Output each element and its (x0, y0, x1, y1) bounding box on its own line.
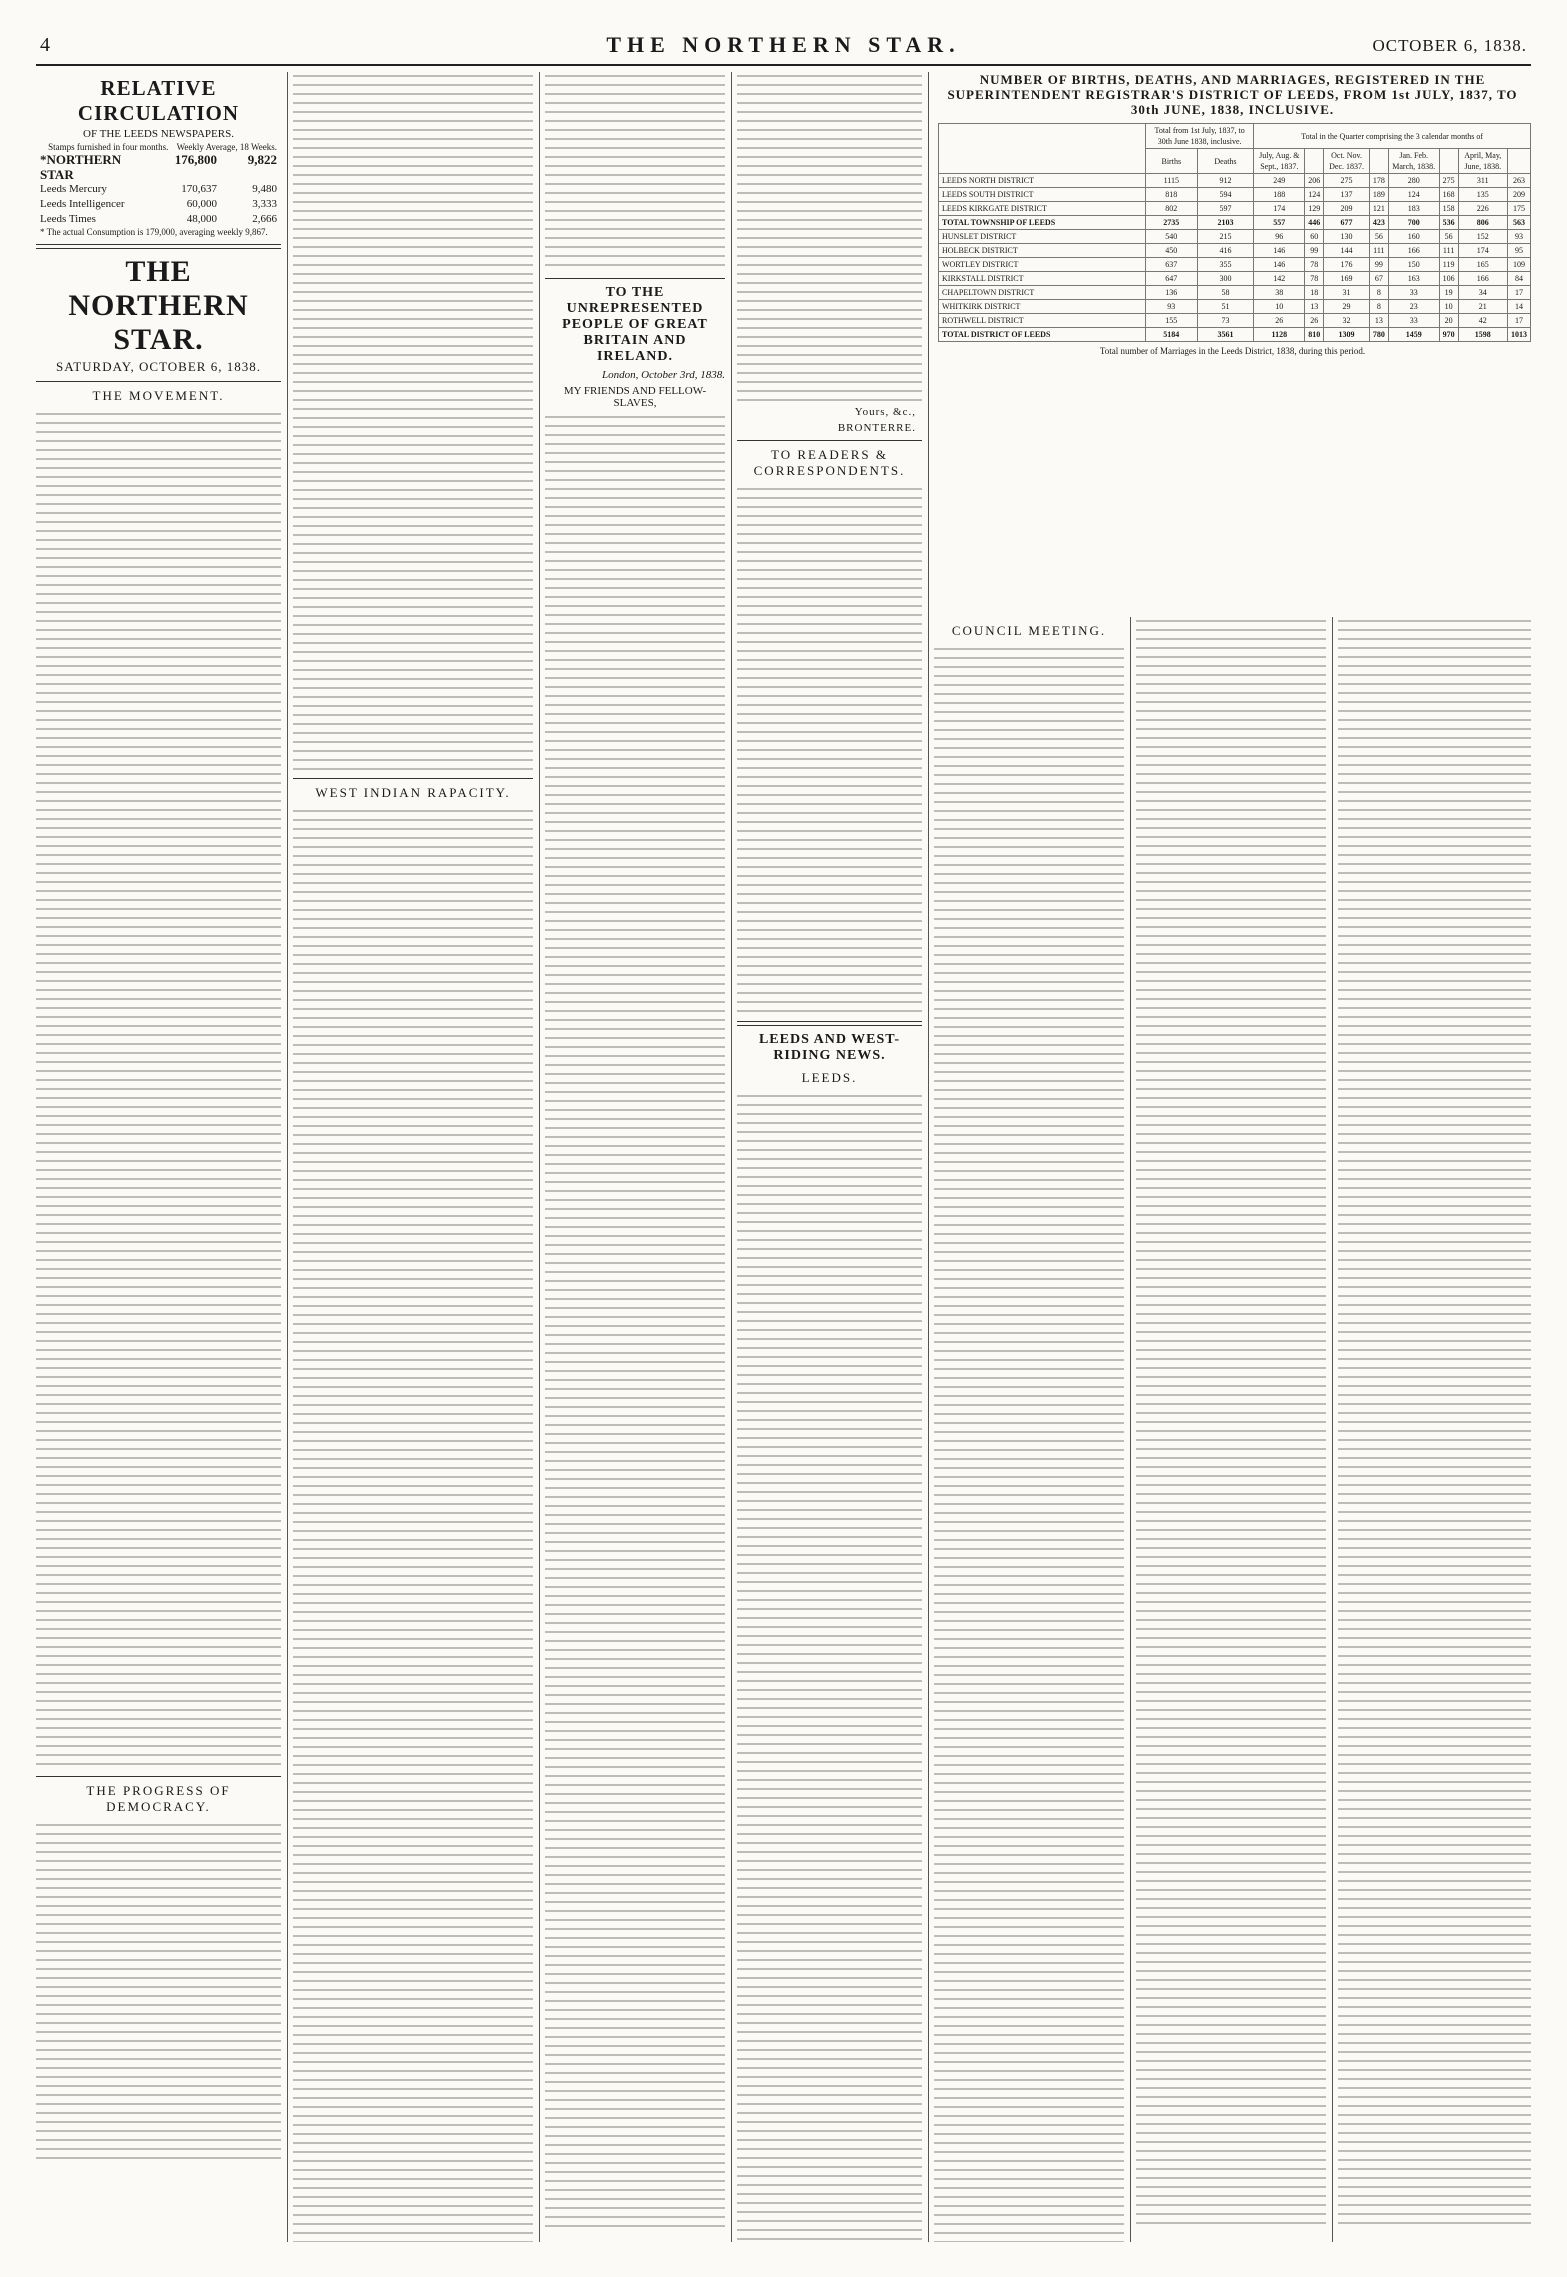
circulation-row: Leeds Intelligencer 60,000 3,333 (40, 198, 277, 210)
heading-council: COUNCIL MEETING. (951, 623, 1107, 638)
heading-leeds-news: LEEDS AND WEST-RIDING NEWS. (758, 1032, 901, 1063)
heading-unrepresented: TO THE UNREPRESENTED PEOPLE OF GREAT BRITAIN AND IRELAND. (562, 285, 708, 364)
bdm-row: CHAPELTOWN DISTRICT 136 58 38 18 31 8 33 19 34 17 (939, 286, 1531, 300)
article-text-block (545, 72, 725, 272)
bdm-row: HOLBECK DISTRICT 450 416 146 99 144 111 166 111 174 95 (939, 244, 1531, 258)
bdm-row: LEEDS KIRKGATE DISTRICT 802 597 174 129 209 121 183 158 226 175 (939, 202, 1531, 216)
article-text-block (737, 72, 922, 402)
bdm-row: HUNSLET DISTRICT 540 215 96 60 130 56 160 56 152 93 (939, 230, 1531, 244)
article-text-block (934, 645, 1124, 2242)
column-7 (1338, 617, 1531, 2242)
bdm-title: NUMBER OF BIRTHS, DEATHS, AND MARRIAGES, REGISTERED IN THE SUPERINTENDENT REGISTRAR'S DISTRICT OF LEEDS, FROM 1st JULY, 1837, TO 30th JUNE, 1838, INCLUSIVE. (947, 72, 1518, 117)
running-date: OCTOBER 6, 1838. (1372, 36, 1527, 55)
heading-movement: THE MOVEMENT. (92, 388, 225, 403)
masthead-date: SATURDAY, OCTOBER 6, 1838. (56, 359, 261, 374)
article-text-block (737, 485, 922, 1015)
column-6 (1136, 617, 1326, 2242)
bdm-row: TOTAL TOWNSHIP OF LEEDS 2735 2103 557 446 677 423 700 536 806 563 (939, 216, 1531, 230)
bdm-row: LEEDS SOUTH DISTRICT 818 594 188 124 137 189 124 168 135 209 (939, 188, 1531, 202)
letter-signature: BRONTERRE. (837, 422, 916, 434)
article-text-block (545, 413, 725, 2233)
bdm-row: TOTAL DISTRICT OF LEEDS 5184 3561 1128 810 1309 780 1459 970 1598 1013 (939, 328, 1531, 342)
columns (36, 72, 1531, 2242)
bdm-note: Total number of Marriages in the Leeds District, 1838, during this period. (1099, 346, 1366, 356)
bdm-row: KIRKSTALL DISTRICT 647 300 142 78 169 67 163 106 166 84 (939, 272, 1531, 286)
article-text-block (36, 1821, 281, 2161)
article-text-block (293, 72, 533, 772)
article-text-block (293, 807, 533, 2242)
column-3 (545, 72, 725, 2242)
heading-leeds: LEEDS. (801, 1070, 858, 1085)
heading-progress: THE PROGRESS OF DEMOCRACY. (86, 1783, 231, 1814)
page-number: 4 (40, 34, 50, 56)
running-title: THE NORTHERN STAR. (606, 32, 961, 57)
column-2 (293, 72, 533, 2242)
article-text-block (1136, 617, 1326, 2227)
page-header (36, 30, 1531, 66)
column-1 (36, 72, 281, 2242)
newspaper-page (36, 30, 1531, 2250)
article-text-block (36, 410, 281, 1770)
circulation-row: *NORTHERN STAR 176,800 9,822 (40, 152, 277, 182)
article-text-block (737, 1092, 922, 2242)
masthead-title: THE NORTHERN STAR. (68, 255, 249, 356)
letter-salutation: MY FRIENDS AND FELLOW-SLAVES, (563, 385, 707, 409)
circulation-subtitle: OF THE LEEDS NEWSPAPERS. (83, 128, 234, 140)
letter-signoff: Yours, &c., (854, 406, 916, 418)
circulation-row: Leeds Times 48,000 2,666 (40, 213, 277, 225)
bdm-row: WHITKIRK DISTRICT 93 51 10 13 29 8 23 10 21 14 (939, 300, 1531, 314)
article-text-block (1338, 617, 1531, 2227)
bdm-row: WORTLEY DISTRICT 637 355 146 78 176 99 150 119 165 109 (939, 258, 1531, 272)
heading-west-indian: WEST INDIAN RAPACITY. (315, 785, 511, 800)
bdm-row: ROTHWELL DISTRICT 155 73 26 26 32 13 33 20 42 17 (939, 314, 1531, 328)
column-4 (737, 72, 922, 2242)
letter-dateline: London, October 3rd, 1838. (601, 369, 725, 381)
column-5 (934, 617, 1124, 2242)
circulation-footnote: * The actual Consumption is 179,000, averaging weekly 9,867. (40, 227, 268, 237)
bdm-section (934, 72, 1531, 612)
circulation-row: Leeds Mercury 170,637 9,480 (40, 183, 277, 195)
circulation-header: Stamps furnished in four months. Weekly Average, 18 Weeks. (48, 142, 277, 152)
heading-readers: TO READERS & CORRESPONDENTS. (753, 447, 906, 478)
bdm-row: LEEDS NORTH DISTRICT 1115 912 249 206 275 178 280 275 311 263 (939, 174, 1531, 188)
bdm-table: Total from 1st July, 1837, to 30th June 1838, inclusive. Total in the Quarter comprising the 3 calendar months of Births Deaths July, Aug. & Sept., 1837. Oct. Nov. Dec. 1837. Jan. Feb. March, 1838. April, May, June, 1838. LEEDS NORTH DISTRICT 1115 912 249 206 275 178 280 275 311 263 LEEDS SOUTH DISTRICT 818 594 188 124 137 189 124 168 135 209 LEEDS KIRKGATE DISTRICT 802 597 174 129 209 121 183 158 226 175 TOTAL TOWNSHIP OF LEEDS 2735 2103 557 446 677 423 700 536 806 563 HUNSLET DISTRICT 540 215 96 60 130 56 160 56 152 93 HOLBECK DISTRICT 450 416 146 99 144 111 166 111 174 95 WORTLEY DISTRICT 637 355 146 78 176 99 150 119 165 109 KIRKSTALL DISTRICT 647 300 142 78 169 67 163 106 166 84 CHAPELTOWN DISTRICT 136 58 38 18 31 8 33 19 34 17 WHITKIRK DISTRICT 93 51 10 13 29 8 23 10 21 14 ROTHWELL DISTRICT 155 73 26 26 32 13 33 20 42 17 TOTAL DISTRICT OF LEEDS 5184 3561 1128 810 1309 780 1459 970 1598 1013 (938, 123, 1531, 342)
circulation-title: RELATIVE CIRCULATION (77, 76, 240, 125)
